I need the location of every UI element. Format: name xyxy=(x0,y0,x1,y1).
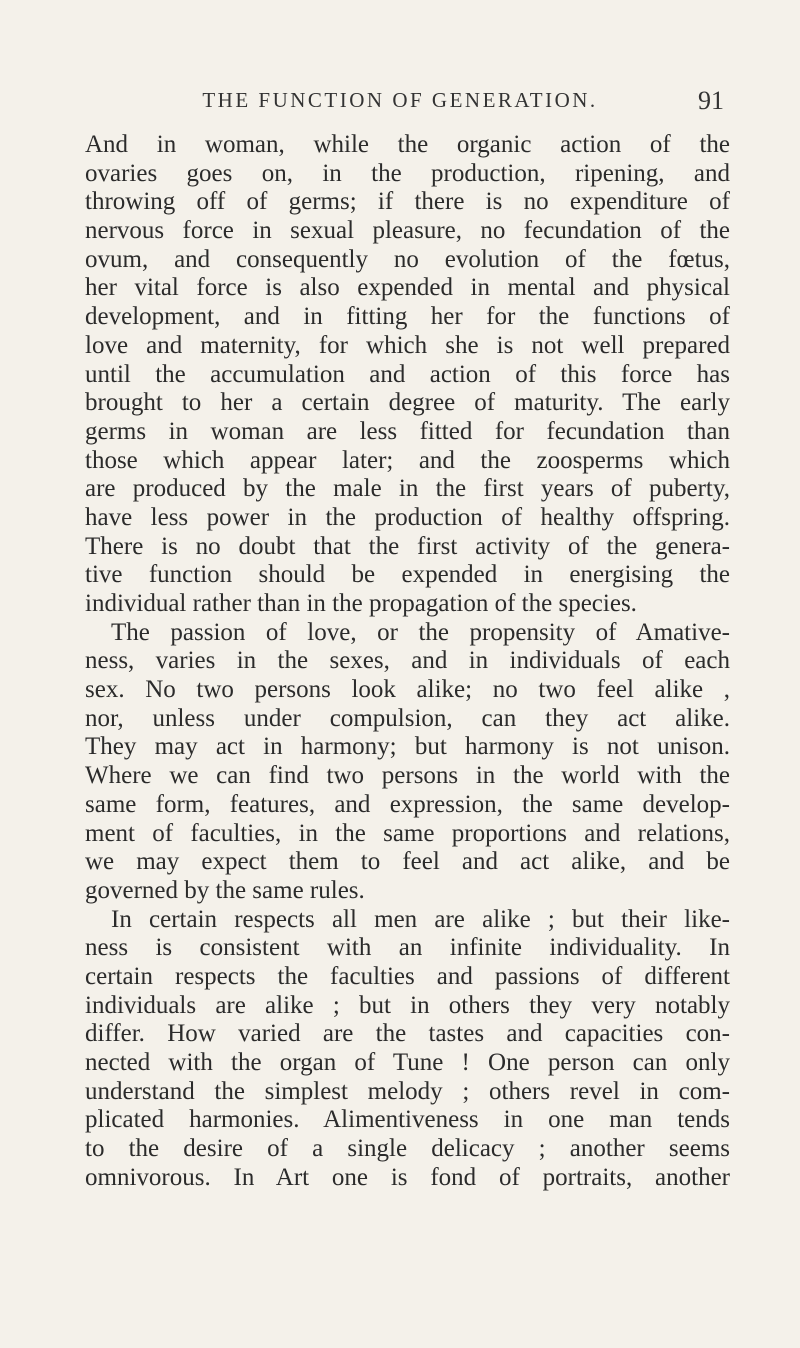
page-number: 91 xyxy=(698,86,724,115)
text-line: development, and in fitting her for the functions of xyxy=(85,303,730,331)
text-line: They may act in harmony; but harmony is not unison. xyxy=(85,733,730,761)
text-line: governed by the same rules. xyxy=(85,876,365,904)
text-line: nervous force in sexual pleasure, no fecundation of the xyxy=(85,217,730,245)
text-line: omnivorous. In Art one is fond of portraits, another xyxy=(85,1163,730,1191)
text-line: And in woman, while the organic action of the xyxy=(85,131,730,158)
text-line: The passion of love, or the propensity of Amative- xyxy=(111,618,730,646)
running-title: THE FUNCTION OF GENERATION. xyxy=(202,88,598,112)
text-line: nor, unless under compulsion, can they act alike. xyxy=(85,704,730,732)
text-line: until the accumulation and action of this force has xyxy=(85,360,730,388)
text-line: ness is consistent with an infinite individuality. In xyxy=(85,934,730,962)
text-line: ovum, and consequently no evolution of the fœtus, xyxy=(85,245,730,273)
text-line: differ. How varied are the tastes and capacities con- xyxy=(85,1020,730,1048)
text-line: same form, features, and expression, the same develop- xyxy=(85,790,730,818)
text-line: ment of faculties, in the same proportions and relations, xyxy=(85,819,730,847)
text-line: have less power in the production of healthy offspring. xyxy=(85,503,730,531)
text-line: tive function should be expended in energising the xyxy=(85,561,730,589)
text-line: ovaries goes on, in the production, ripening, and xyxy=(85,159,730,187)
text-line: germs in woman are less fitted for fecundation than xyxy=(85,417,730,445)
text-line: ness, varies in the sexes, and in individuals of each xyxy=(85,647,730,675)
body-text xyxy=(85,131,730,1192)
text-line: we may expect them to feel and act alike, and be xyxy=(85,848,730,876)
text-line: to the desire of a single delicacy ; another seems xyxy=(85,1135,730,1163)
text-line: individuals are alike ; but in others they very notably xyxy=(85,991,730,1019)
text-line: understand the simplest melody ; others revel in com- xyxy=(85,1077,730,1105)
text-line: nected with the organ of Tune ! One person can only xyxy=(85,1049,730,1076)
text-line: are produced by the male in the first years of puberty, xyxy=(85,475,730,503)
text-line: In certain respects all men are alike ; but their like- xyxy=(111,905,730,933)
text-line: love and maternity, for which she is not well prepared xyxy=(85,331,730,359)
text-line: sex. No two persons look alike; no two feel alike , xyxy=(85,676,730,704)
text-line: certain respects the faculties and passions of different xyxy=(85,962,730,990)
text-line: plicated harmonies. Alimentiveness in one man tends xyxy=(85,1106,730,1134)
text-line: individual rather than in the propagation of the species. xyxy=(85,590,637,617)
text-line: her vital force is also expended in mental and physical xyxy=(85,274,730,302)
text-line: brought to her a certain degree of maturity. The early xyxy=(85,389,730,417)
text-line: Where we can find two persons in the world with the xyxy=(85,762,730,790)
text-line: throwing off of germs; if there is no expenditure of xyxy=(85,188,730,216)
text-line: those which appear later; and the zoosperms which xyxy=(85,446,730,474)
page-header xyxy=(0,88,800,118)
text-line: There is no doubt that the first activity of the genera- xyxy=(85,532,730,560)
